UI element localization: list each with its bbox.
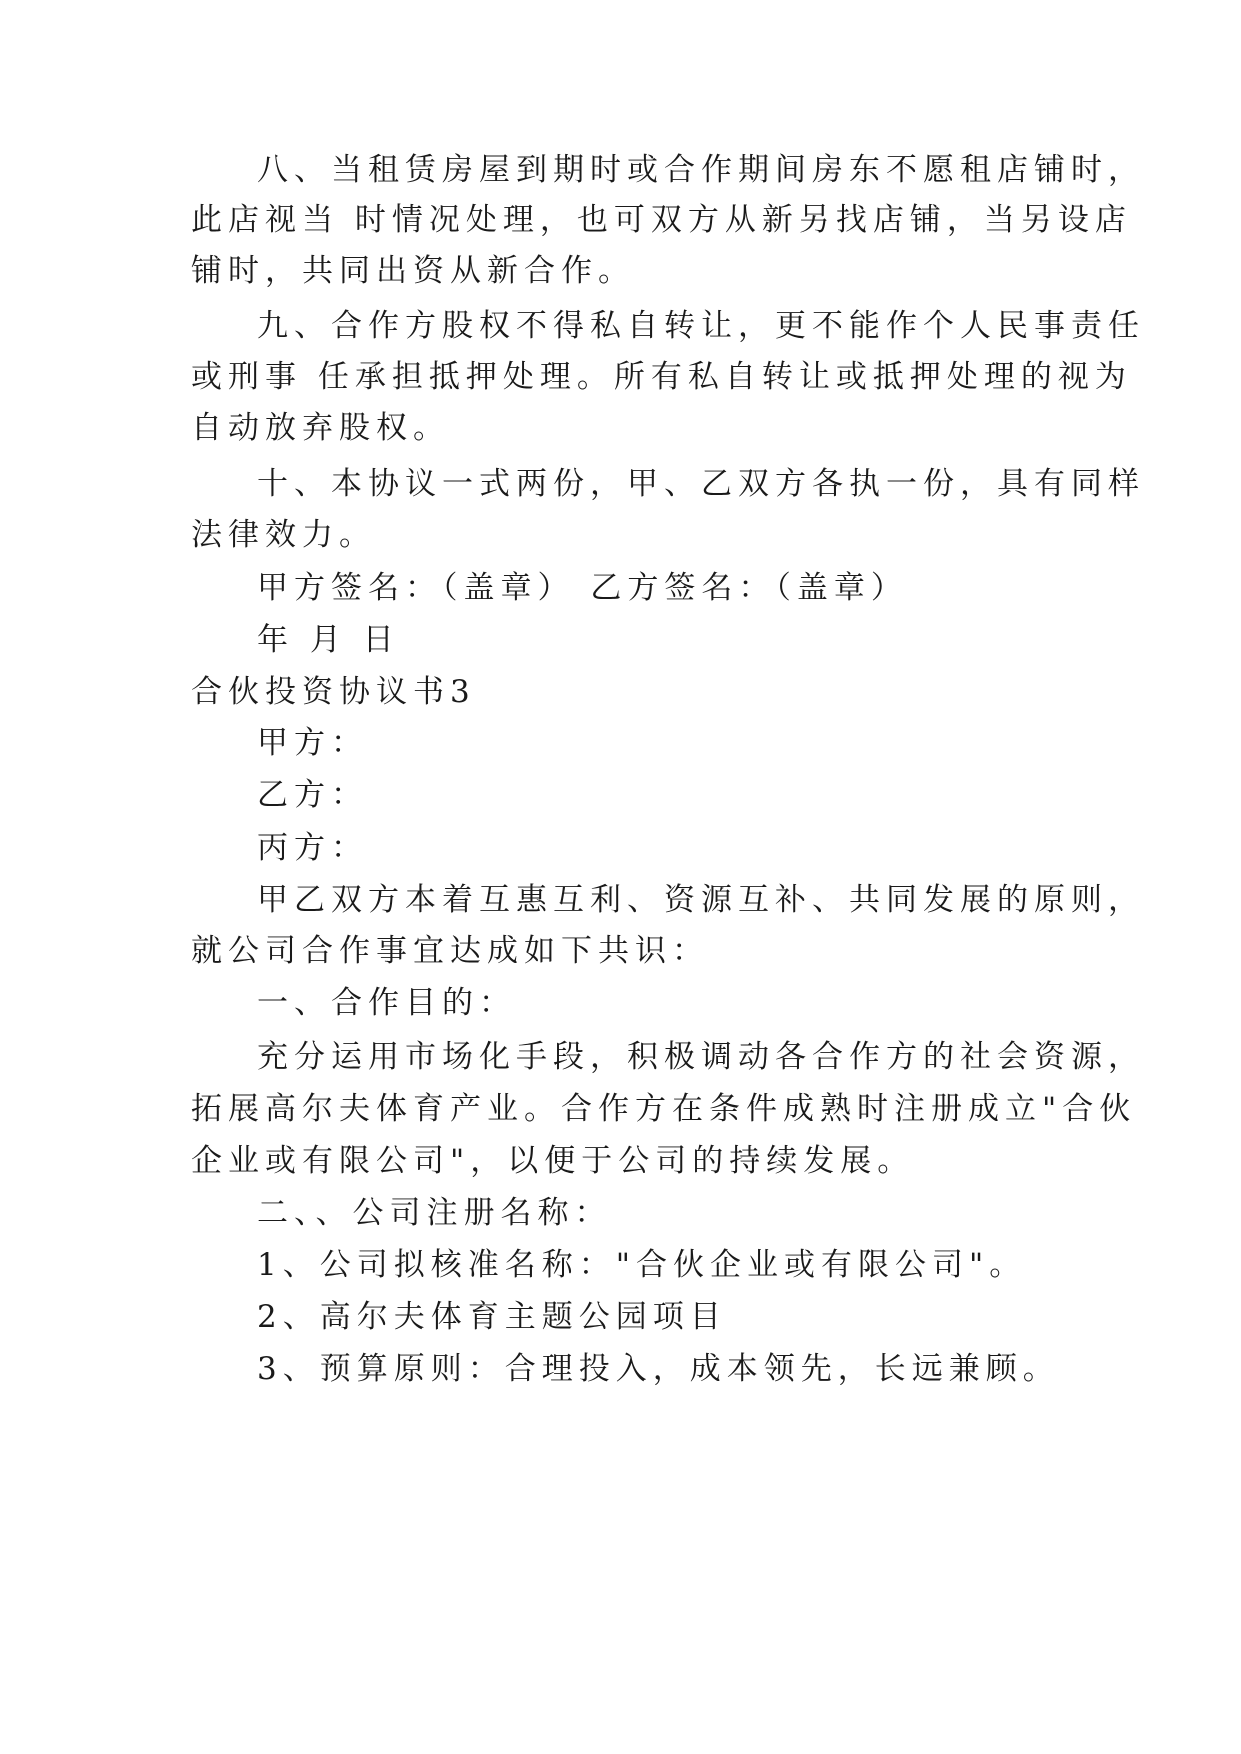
party-b: 乙方：: [257, 777, 368, 813]
item-3: 3、预算原则：合理投入，成本领先，长远兼顾。: [257, 1351, 1060, 1387]
preamble-line-1: 甲乙双方本着互惠互利、资源互补、共同发展的原则，: [257, 882, 1145, 918]
heading-company-name: 二、、公司注册名称：: [257, 1195, 612, 1231]
clause-8-line-3: 铺时，共同出资从新合作。: [191, 253, 635, 289]
section-title: 合伙投资协议书3: [191, 674, 476, 710]
clause-9-line-3: 自动放弃股权。: [191, 410, 450, 446]
heading-purpose: 一、合作目的：: [257, 985, 516, 1021]
date-line: 年 月 日: [257, 622, 400, 658]
clause-9-line-1: 九、合作方股权不得私自转让，更不能作个人民事责任: [257, 308, 1145, 344]
item-2: 2、高尔夫体育主题公园项目: [257, 1299, 727, 1335]
party-a: 甲方：: [257, 725, 368, 761]
signature-line: 甲方签名：（盖章） 乙方签名：（盖章）: [257, 570, 908, 606]
clause-8-line-2: 此店视当 时情况处理，也可双方从新另找店铺，当另设店: [191, 202, 1132, 238]
purpose-line-3: 企业或有限公司"，以便于公司的持续发展。: [191, 1143, 915, 1179]
clause-10-line-1: 十、本协议一式两份，甲、乙双方各执一份，具有同样: [257, 466, 1145, 502]
preamble-line-2: 就公司合作事宜达成如下共识：: [191, 933, 709, 969]
item-1: 1、公司拟核准名称："合伙企业或有限公司"。: [257, 1247, 1027, 1283]
clause-10-line-2: 法律效力。: [191, 517, 376, 553]
purpose-line-1: 充分运用市场化手段，积极调动各合作方的社会资源，: [257, 1039, 1145, 1075]
clause-8-line-1: 八、当租赁房屋到期时或合作期间房东不愿租店铺时，: [257, 152, 1145, 188]
clause-9-line-2: 或刑事 任承担抵押处理。所有私自转让或抵押处理的视为: [191, 359, 1132, 395]
party-c: 丙方：: [257, 830, 368, 866]
purpose-line-2: 拓展高尔夫体育产业。合作方在条件成熟时注册成立"合伙: [191, 1091, 1137, 1127]
